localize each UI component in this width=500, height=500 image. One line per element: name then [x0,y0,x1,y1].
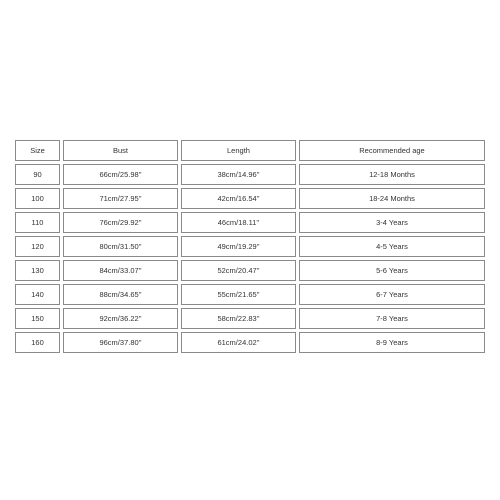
cell-length: 46cm/18.11'' [181,212,296,233]
cell-age: 8-9 Years [299,332,485,353]
cell-age: 12-18 Months [299,164,485,185]
cell-size: 120 [15,236,60,257]
size-chart-table [12,137,488,356]
cell-bust: 80cm/31.50'' [63,236,178,257]
cell-bust: 88cm/34.65'' [63,284,178,305]
table-row [15,164,485,185]
cell-bust: 84cm/33.07'' [63,260,178,281]
header-recommended-age: Recommended age [299,140,485,161]
cell-age: 4-5 Years [299,236,485,257]
cell-length: 52cm/20.47'' [181,260,296,281]
cell-age: 5-6 Years [299,260,485,281]
cell-length: 42cm/16.54'' [181,188,296,209]
table-row [15,284,485,305]
cell-length: 58cm/22.83'' [181,308,296,329]
cell-length: 49cm/19.29'' [181,236,296,257]
cell-bust: 96cm/37.80'' [63,332,178,353]
cell-length: 38cm/14.96'' [181,164,296,185]
header-bust: Bust [63,140,178,161]
table-row [15,332,485,353]
cell-length: 61cm/24.02'' [181,332,296,353]
header-size: Size [15,140,60,161]
cell-bust: 66cm/25.98'' [63,164,178,185]
header-length: Length [181,140,296,161]
table-row [15,236,485,257]
cell-size: 150 [15,308,60,329]
cell-bust: 92cm/36.22'' [63,308,178,329]
cell-length: 55cm/21.65'' [181,284,296,305]
cell-age: 3-4 Years [299,212,485,233]
table-row [15,212,485,233]
cell-age: 18-24 Months [299,188,485,209]
table-row [15,308,485,329]
table-row [15,188,485,209]
cell-size: 140 [15,284,60,305]
cell-size: 100 [15,188,60,209]
cell-size: 90 [15,164,60,185]
cell-age: 6-7 Years [299,284,485,305]
cell-size: 110 [15,212,60,233]
table-header-row [15,140,485,161]
cell-size: 160 [15,332,60,353]
cell-size: 130 [15,260,60,281]
cell-bust: 76cm/29.92'' [63,212,178,233]
table-row [15,260,485,281]
cell-age: 7-8 Years [299,308,485,329]
cell-bust: 71cm/27.95'' [63,188,178,209]
